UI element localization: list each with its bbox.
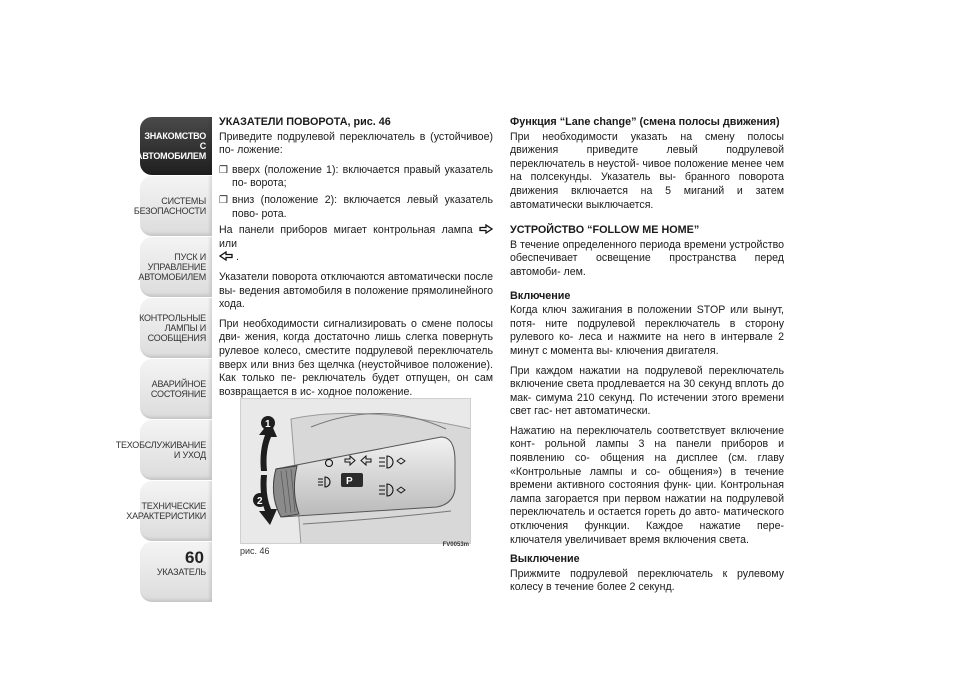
tab-label: ЗНАКОМСТВО С АВТОМОБИЛЕМ	[136, 131, 206, 161]
right-turn-arrow-icon	[479, 224, 493, 234]
turn-signal-lever-illustration	[241, 399, 471, 544]
subheading-on: Включение	[510, 289, 571, 302]
section-heading: УКАЗАТЕЛИ ПОВОРОТА, рис. 46	[219, 116, 391, 128]
lever-position-label: P	[346, 476, 353, 487]
marker-1-label: 1	[265, 419, 271, 430]
left-turn-arrow-icon	[219, 251, 233, 261]
figure-46	[240, 398, 471, 557]
paragraph: Нажатию на переключатель соответствует включение конт- рольной лампы 3 на панели приборов и появлению со- общения на дисплее (см. главу «Контрольные лампы и со- общения») в течение времени активного состояния функ- ции. Контрольная лампа загорается при первом нажатии на подрулевой переключатель и остается гореть до авто- матического отключения функции. Каждое нажатие пере- ключателя увеличивает время включения света.	[510, 424, 784, 546]
lamp-or-text: или	[219, 237, 238, 250]
section-heading: Функция “Lane change” (смена полосы движения)	[510, 116, 780, 128]
tab-specifications[interactable]	[126, 481, 212, 541]
list-item	[219, 194, 493, 221]
paragraph: Когда ключ зажигания в положении STOP или вынут, потя- ните подрулевой переключатель в сторону рулевого ко- леса и нажмите на него в интервале 2 минут с момента вы- ключения двигателя.	[510, 304, 784, 357]
tab-maintenance[interactable]	[115, 420, 212, 480]
figure-caption: рис. 46	[240, 546, 270, 556]
checkbox-bullet-icon: ❒	[219, 194, 228, 206]
tab-safety[interactable]	[133, 176, 212, 236]
paragraph	[219, 224, 493, 265]
tab-label: ТЕХОБСЛУЖИВАНИЕ И УХОД	[115, 440, 206, 460]
text-column-right	[510, 116, 784, 601]
list-item	[219, 164, 493, 191]
text-column-left	[219, 116, 493, 405]
tab-label: ПУСК И УПРАВЛЕНИЕ АВТОМОБИЛЕМ	[138, 252, 206, 282]
paragraph: При каждом нажатии на подрулевой переключатель включение света продлевается на 30 секунд вплоть до мак- симума 210 секунд. По истечении этого времени свет гас- нет автоматически.	[510, 364, 784, 418]
figure-image	[240, 398, 471, 544]
list-item-text: вниз (положение 2): включается левый указатель пово- рота.	[232, 193, 493, 220]
lamp-text: На панели приборов мигает контрольная лампа	[219, 224, 473, 237]
tab-warning-lights[interactable]	[140, 298, 212, 358]
paragraph: Указатели поворота отключаются автоматически после вы- ведения автомобиля в положение прямолинейного хода.	[219, 270, 493, 311]
tab-label: АВАРИЙНОЕ СОСТОЯНИЕ	[150, 379, 206, 399]
section-heading: УСТРОЙСТВО “FOLLOW ME HOME”	[510, 224, 700, 237]
page-number: 60	[185, 548, 204, 567]
tab-label: УКАЗАТЕЛЬ	[156, 567, 206, 577]
paragraph: Приведите подрулевой переключатель в (устойчивое) по- ложение:	[219, 130, 493, 157]
marker-2-label: 2	[257, 496, 263, 507]
tab-label: СИСТЕМЫ БЕЗОПАСНОСТИ	[133, 196, 206, 216]
tab-starting-driving[interactable]	[140, 237, 212, 297]
tab-emergency[interactable]	[140, 359, 212, 419]
paragraph: В течение определенного периода времени устройство обеспечивает освещение пространства перед автомоби- лем.	[510, 238, 784, 278]
paragraph: При необходимости указать на смену полосы движения приведите левый подрулевой переключатель в неустой- чивое положение менее чем на полсекунды. Указатель вы- бранного поворота движения включается на 5 миганий и затем автоматически выключается.	[510, 130, 784, 211]
tab-label: КОНТРОЛЬНЫЕ ЛАМПЫ И СООБЩЕНИЯ	[139, 313, 206, 343]
tab-label: ТЕХНИЧЕСКИЕ ХАРАКТЕРИСТИКИ	[126, 501, 206, 521]
figure-code: FV0053m	[442, 542, 469, 548]
lamp-end-text: .	[235, 251, 239, 264]
list-item-text: вверх (положение 1): включается правый указатель по- ворота;	[232, 163, 493, 190]
tab-intro[interactable]	[136, 117, 212, 175]
checkbox-bullet-icon: ❒	[219, 164, 228, 176]
chapter-tabs	[115, 117, 212, 603]
paragraph: При необходимости сигнализировать о смене полосы дви- жения, когда достаточно лишь слегка повернуть рулевое колесо, сместите подрулевой переключатель вверх или вниз без щелчка (неустойчивое положение). Как только пе- реключатель будет отпущен, он сам возвращается в ис- ходное положение.	[219, 317, 493, 398]
paragraph: Прижмите подрулевой переключатель к рулевому колесу в течение более 2 секунд.	[510, 567, 784, 594]
subheading-off: Выключение	[510, 553, 580, 566]
